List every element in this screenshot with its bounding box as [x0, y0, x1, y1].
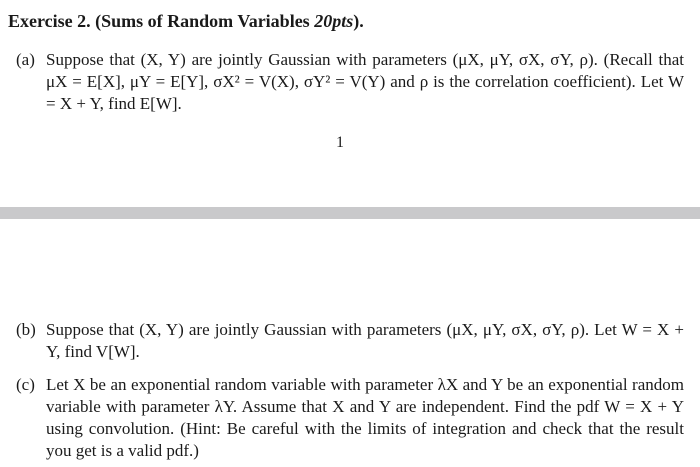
page-number: 1	[336, 134, 344, 151]
page-1	[0, 0, 700, 207]
part-c-text: Let X be an exponential random variable with parameter λX and Y be an exponential random variable with parameter λY. Assume that X and Y are independent. Find the pdf W = X + Y using convolution. (Hint: Be careful with the limits of integration and check that the result you get is a valid pdf.)	[46, 375, 684, 460]
part-a-text: Suppose that (X, Y) are jointly Gaussian with parameters (μX, μY, σX, σY, ρ). (Recall that μX = E[X], μY = E[Y], σX² = V(X), σY² = V(Y) and ρ is the correlation coefficient). Let W = X + Y, find E[W].	[46, 50, 684, 113]
part-b	[16, 319, 684, 363]
page-separator	[0, 207, 700, 219]
exercise-title-end: ).	[353, 11, 364, 31]
part-c-label: (c)	[16, 375, 35, 394]
part-a-label: (a)	[16, 50, 35, 69]
page-2	[0, 219, 700, 467]
exercise-title: Exercise 2. (Sums of Random Variables	[8, 11, 315, 31]
part-b-label: (b)	[16, 320, 36, 339]
part-b-text: Suppose that (X, Y) are jointly Gaussian with parameters (μX, μY, σX, σY, ρ). Let W = X + Y, find V[W].	[46, 320, 684, 361]
exercise-heading	[8, 11, 364, 32]
part-c	[16, 374, 684, 462]
exercise-points: 20pts	[314, 11, 354, 31]
part-a	[16, 49, 684, 115]
